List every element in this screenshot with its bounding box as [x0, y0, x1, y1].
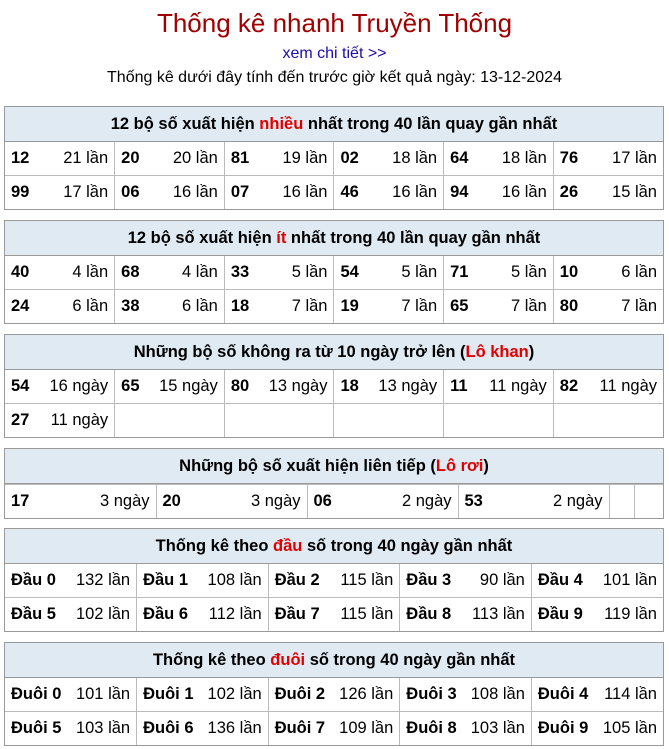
table-row: [5, 712, 663, 746]
stat-count: 132 lần: [75, 571, 131, 589]
stat-count: 21 lần: [63, 149, 109, 167]
page-header: [0, 0, 669, 89]
stat-cell: [400, 678, 532, 712]
stat-number: 71: [450, 263, 469, 281]
caption-text: Những bộ số không ra từ 10 ngày trở lên (: [133, 343, 466, 361]
stat-cell: [115, 142, 225, 176]
stat-number: 94: [450, 183, 469, 201]
stat-number: Đuôi 0: [11, 685, 62, 703]
stat-number: Đuôi 4: [537, 685, 589, 703]
stat-cell: [5, 598, 137, 632]
stat-count: 5 lần: [401, 263, 438, 281]
stats-table: [5, 484, 663, 518]
stat-number: 06: [121, 183, 140, 201]
stat-cell: [334, 290, 444, 324]
stat-number: 81: [230, 149, 250, 167]
stat-count: 112 lần: [208, 605, 262, 623]
stat-cell: [334, 404, 444, 438]
stats-table: [5, 678, 663, 745]
stat-number: 24: [11, 297, 30, 315]
stat-count: 2 ngày: [401, 492, 452, 510]
stats-table: [5, 564, 663, 631]
least-frequent-panel: [4, 220, 664, 324]
stat-number: 68: [121, 263, 140, 281]
stat-count: 2 ngày: [552, 492, 603, 510]
stat-cell: [5, 290, 115, 324]
stat-cell: [444, 256, 554, 290]
stat-number: 54: [340, 263, 359, 281]
stat-count: 17 lần: [63, 183, 109, 201]
stat-count: 4 lần: [182, 263, 218, 281]
stat-cell: [400, 712, 532, 746]
stat-cell: [115, 370, 225, 404]
stat-cell: [224, 256, 334, 290]
stat-count: 7 lần: [621, 297, 657, 315]
table-row: [5, 485, 663, 519]
stat-number: 02: [340, 149, 359, 167]
stat-cell: [5, 142, 115, 176]
page-title: Thống kê nhanh Truyền Thống: [156, 8, 513, 38]
table-row: [5, 404, 663, 438]
stat-cell: [224, 290, 334, 324]
stat-number: Đầu 3: [406, 571, 452, 589]
caption-highlight: đầu: [273, 537, 303, 555]
stat-cell: [5, 176, 115, 210]
stat-cell: [137, 712, 269, 746]
caption-highlight: Lô rơi: [435, 457, 484, 475]
stat-cell: [5, 678, 137, 712]
page-subtitle: Thống kê dưới đây tính đến trước giờ kết quả ngày: 13-12-2024: [107, 69, 562, 86]
stat-number: 80: [230, 377, 250, 395]
stat-count: 105 lần: [602, 719, 657, 737]
stat-number: Đầu 6: [143, 605, 189, 623]
stat-cell: [400, 564, 532, 598]
stat-count: 119 lần: [604, 605, 657, 623]
stat-cell: [307, 485, 458, 519]
stat-number: 54: [11, 377, 30, 395]
stat-number: 40: [11, 263, 30, 281]
stat-cell: [5, 712, 137, 746]
stat-cell: [334, 370, 444, 404]
duoi-stats-panel: [4, 642, 664, 746]
stat-number: Đầu 4: [537, 571, 583, 589]
stat-number: 65: [121, 377, 140, 395]
stat-count: 11 ngày: [599, 377, 657, 395]
stat-cell: [5, 564, 137, 598]
stat-count: 5 lần: [291, 263, 328, 281]
lo-khan-panel: [4, 334, 664, 438]
stat-number: 19: [340, 297, 359, 315]
panel-caption: [5, 643, 663, 678]
stat-number: Đuôi 2: [274, 685, 326, 703]
stat-count: 11 ngày: [489, 377, 547, 395]
panel-caption: [5, 221, 663, 256]
stat-count: 103 lần: [470, 719, 525, 737]
stat-cell: [334, 176, 444, 210]
caption-text: nhất trong 40 lần quay gần nhất: [286, 229, 541, 247]
stat-number: 82: [559, 377, 579, 395]
stat-count: 109 lần: [339, 719, 394, 737]
stat-cell: [5, 485, 156, 519]
stat-number: 38: [121, 297, 140, 315]
caption-highlight: đuôi: [270, 651, 306, 669]
stat-number: Đuôi 1: [143, 685, 194, 703]
table-row: [5, 290, 663, 324]
stat-cell: [224, 142, 334, 176]
stat-count: 16 ngày: [49, 377, 109, 395]
stat-cell: [553, 256, 663, 290]
stat-count: 126 lần: [339, 685, 394, 703]
caption-text: 12 bộ số xuất hiện: [127, 229, 277, 247]
panel-caption: [5, 529, 663, 564]
stat-cell: [444, 290, 554, 324]
stat-count: 115 lần: [340, 605, 394, 623]
stat-cell: [5, 404, 115, 438]
stat-count: 15 lần: [612, 183, 657, 201]
stat-number: 65: [450, 297, 469, 315]
stat-number: 26: [559, 183, 579, 201]
stat-cell: [115, 290, 225, 324]
stat-cell: [553, 142, 663, 176]
stat-number: Đầu 7: [274, 605, 320, 623]
stat-count: 108 lần: [207, 571, 262, 589]
dau-stats-panel: [4, 528, 664, 632]
stat-cell: [268, 564, 400, 598]
stat-cell: [444, 370, 554, 404]
stat-cell: [268, 598, 400, 632]
stat-cell: [334, 142, 444, 176]
stat-count: 102 lần: [75, 605, 131, 623]
view-details-link[interactable]: xem chi tiết >>: [282, 45, 387, 62]
stat-count: 108 lần: [470, 685, 525, 703]
stat-number: 18: [230, 297, 250, 315]
stat-count: 90 lần: [479, 571, 525, 589]
stats-table: [5, 370, 663, 437]
stat-number: 20: [162, 492, 181, 510]
stat-number: Đầu 0: [11, 571, 56, 589]
stat-number: Đuôi 9: [537, 719, 589, 737]
stat-count: 6 lần: [182, 297, 218, 315]
stat-cell: [137, 598, 269, 632]
panel-caption: [5, 335, 663, 370]
stat-number: 06: [313, 492, 332, 510]
stat-cell: [531, 564, 663, 598]
stat-cell: [5, 370, 115, 404]
stats-table: [5, 256, 663, 323]
stat-count: 6 lần: [621, 263, 657, 281]
stat-number: Đầu 2: [274, 571, 320, 589]
stat-cell: [444, 142, 554, 176]
table-row: [5, 678, 663, 712]
table-row: [5, 142, 663, 176]
stat-count: 5 lần: [511, 263, 547, 281]
caption-highlight: nhiều: [259, 115, 304, 133]
stat-count: 3 ngày: [99, 492, 150, 510]
stat-cell: [5, 256, 115, 290]
stat-number: 46: [340, 183, 359, 201]
table-row: [5, 370, 663, 404]
stat-cell: [224, 176, 334, 210]
stat-cell: [268, 712, 400, 746]
stat-cell: [115, 404, 225, 438]
stat-cell: [268, 678, 400, 712]
stat-count: 13 ngày: [268, 377, 328, 395]
stat-count: 115 lần: [340, 571, 394, 589]
stat-count: 18 lần: [501, 149, 547, 167]
stat-count: 15 ngày: [159, 377, 218, 395]
stat-count: 102 lần: [207, 685, 262, 703]
stat-number: Đầu 9: [537, 605, 583, 623]
stat-number: Đuôi 3: [406, 685, 457, 703]
stat-number: 10: [559, 263, 579, 281]
stat-number: 80: [559, 297, 579, 315]
table-row: [5, 564, 663, 598]
stat-cell: [553, 290, 663, 324]
stat-cell: [553, 404, 663, 438]
stat-cell: [334, 256, 444, 290]
stat-number: Đầu 5: [11, 605, 56, 623]
stat-count: 101 lần: [602, 571, 657, 589]
caption-text: Những bộ số xuất hiện liên tiếp (: [179, 457, 436, 475]
stat-count: 7 lần: [511, 297, 547, 315]
panel-caption: [5, 107, 663, 142]
stat-count: 113 lần: [471, 605, 525, 623]
stat-count: 3 ngày: [250, 492, 301, 510]
stat-cell: [400, 598, 532, 632]
caption-text: ): [528, 343, 535, 361]
stat-count: 16 lần: [172, 183, 218, 201]
table-row: [5, 256, 663, 290]
stat-number: 99: [11, 183, 30, 201]
stat-cell: [458, 485, 609, 519]
stat-cell: [444, 404, 554, 438]
stat-cell: [115, 176, 225, 210]
stat-number: 53: [464, 492, 483, 510]
panel-caption: [5, 449, 663, 484]
stat-cell: [224, 404, 334, 438]
stat-number: Đầu 1: [143, 571, 189, 589]
stat-number: 11: [450, 377, 468, 395]
stat-count: 4 lần: [72, 263, 109, 281]
stat-count: 136 lần: [207, 719, 262, 737]
stat-count: 17 lần: [612, 149, 657, 167]
caption-text: số trong 40 ngày gần nhất: [305, 651, 516, 669]
caption-text: số trong 40 ngày gần nhất: [302, 537, 513, 555]
stat-cell: [553, 370, 663, 404]
caption-text: 12 bộ số xuất hiện: [110, 115, 260, 133]
empty-cell: [634, 485, 663, 519]
stat-count: 7 lần: [401, 297, 438, 315]
stat-cell: [531, 598, 663, 632]
caption-highlight: ít: [276, 229, 287, 247]
stat-number: Đuôi 6: [143, 719, 194, 737]
stat-count: 101 lần: [75, 685, 131, 703]
stat-number: 27: [11, 411, 30, 429]
stat-cell: [137, 678, 269, 712]
stat-number: 17: [11, 492, 30, 510]
stat-cell: [531, 712, 663, 746]
caption-text: ): [483, 457, 489, 475]
stat-cell: [531, 678, 663, 712]
stat-count: 11 ngày: [50, 411, 109, 429]
table-row: [5, 598, 663, 632]
stat-cell: [137, 564, 269, 598]
stat-number: Đuôi 8: [406, 719, 457, 737]
stat-count: 103 lần: [75, 719, 131, 737]
caption-text: Thống kê theo: [155, 537, 274, 555]
stat-count: 13 ngày: [378, 377, 438, 395]
stat-number: Đuôi 5: [11, 719, 62, 737]
empty-cell: [609, 485, 634, 519]
stat-cell: [156, 485, 307, 519]
caption-text: Thống kê theo: [152, 651, 271, 669]
stat-number: 12: [11, 149, 30, 167]
stat-count: 6 lần: [72, 297, 109, 315]
stat-number: Đuôi 7: [274, 719, 326, 737]
caption-text: nhất trong 40 lần quay gần nhất: [303, 115, 558, 133]
stat-count: 16 lần: [501, 183, 547, 201]
stats-table: [5, 142, 663, 209]
stat-number: 64: [450, 149, 469, 167]
stat-count: 114 lần: [604, 685, 657, 703]
stat-number: Đầu 8: [406, 605, 452, 623]
stat-number: 33: [230, 263, 250, 281]
stat-number: 07: [230, 183, 250, 201]
stat-number: 20: [121, 149, 140, 167]
stat-count: 16 lần: [392, 183, 438, 201]
stat-count: 18 lần: [392, 149, 438, 167]
stat-number: 18: [340, 377, 359, 395]
stat-cell: [553, 176, 663, 210]
table-row: [5, 176, 663, 210]
lo-roi-panel: [4, 448, 664, 519]
stat-count: 7 lần: [291, 297, 328, 315]
stat-count: 16 lần: [282, 183, 328, 201]
caption-highlight: Lô khan: [465, 343, 529, 361]
stat-number: 76: [559, 149, 579, 167]
most-frequent-panel: [4, 106, 664, 210]
stat-count: 20 lần: [172, 149, 218, 167]
stat-count: 19 lần: [282, 149, 328, 167]
stat-cell: [224, 370, 334, 404]
stat-cell: [115, 256, 225, 290]
stat-cell: [444, 176, 554, 210]
